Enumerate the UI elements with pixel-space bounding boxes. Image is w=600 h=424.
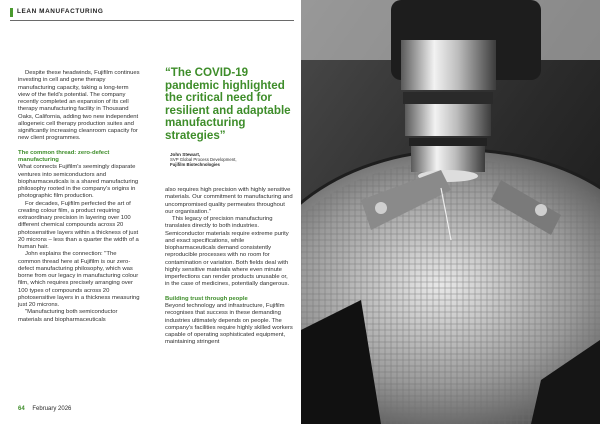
- paragraph: Despite these headwinds, Fujifilm continues investing in cell and gene therapy manufacturing capacity, taking a long-term view of the field's potential. The company recently completed an expansion of its cell therapy manufacturing facility in Thousand Oaks, California, adding two new independent allogeneic cell therapy production suites and significantly increasing cleanroom capacity for new client programmes.: [18, 70, 140, 142]
- section-marker: [10, 8, 13, 17]
- paragraph: "Manufacturing both semiconductor materials and biopharmaceuticals: [18, 309, 118, 323]
- subheading: Building trust through people: [165, 295, 248, 302]
- quote-title: SVP Global Process Development,: [170, 157, 237, 163]
- page-number: 64: [18, 406, 25, 412]
- issue-date: February 2026: [32, 406, 72, 412]
- middle-column: [165, 187, 293, 347]
- quote-name: John Stewart,: [170, 152, 201, 157]
- section-label: LEAN MANUFACTURING: [17, 8, 104, 15]
- paragraph: For decades, Fujifilm perfected the art of creating colour film, a product requiring extraordinary precision in layering over 100 different chemical compounds across 20 photosensitive layers within a thickness of just 20 microns – less than a quarter the width of a human hair.: [18, 200, 139, 250]
- pull-quote: “The COVID-19 pandemic highlighted the critical need for resilient and adaptable manufacturing strategies”: [165, 66, 291, 142]
- paragraph: This legacy of precision manufacturing translates directly to both industries. Semiconductor materials require extreme purity and exact specifications, while biopharmaceuticals demand consistently reproducible processes with no room for contamination or variation. Both fields deal with highly sensitive materials where even minute imperfections can render products unusable or, in the case of medicines, potentially dangerous.: [165, 216, 290, 288]
- page-footer: [18, 406, 71, 412]
- paragraph: What connects Fujifilm's seemingly disparate ventures into semiconductors and biopharmaceuticals is a shared manufacturing philosophy rooted in the company's origins in photographic film production.: [18, 164, 139, 200]
- paragraph: John explains the connection: "The common thread here at Fujifilm is our zero-defect manufacturing philosophy, which was borne from our legacy in manufacturing colour film, which requires precisely arranging over 100 types of compounds across 20 photosensitive layers in a thickness measuring just 20 microns.: [18, 251, 140, 308]
- quote-org: Fujifilm Biotechnologies: [170, 162, 220, 168]
- microscope-illustration: [301, 0, 600, 424]
- left-column: [18, 70, 140, 324]
- microscope-photo: [301, 0, 600, 424]
- quote-attribution: [170, 152, 300, 168]
- paragraph: also requires high precision with highly sensitive materials. Our commitment to manufacturing and uncompromised quality permeates throughout our organisation.": [165, 187, 293, 215]
- header-rule: [10, 20, 294, 21]
- paragraph: Beyond technology and infrastructure, Fujifilm recognises that success in these demanding industries ultimately depends on people. The company's facilities require highly skilled workers capable of operating sophisticated equipment, maintaining stringent: [165, 303, 293, 346]
- subheading: The common thread: zero-defect manufacturing: [18, 149, 110, 163]
